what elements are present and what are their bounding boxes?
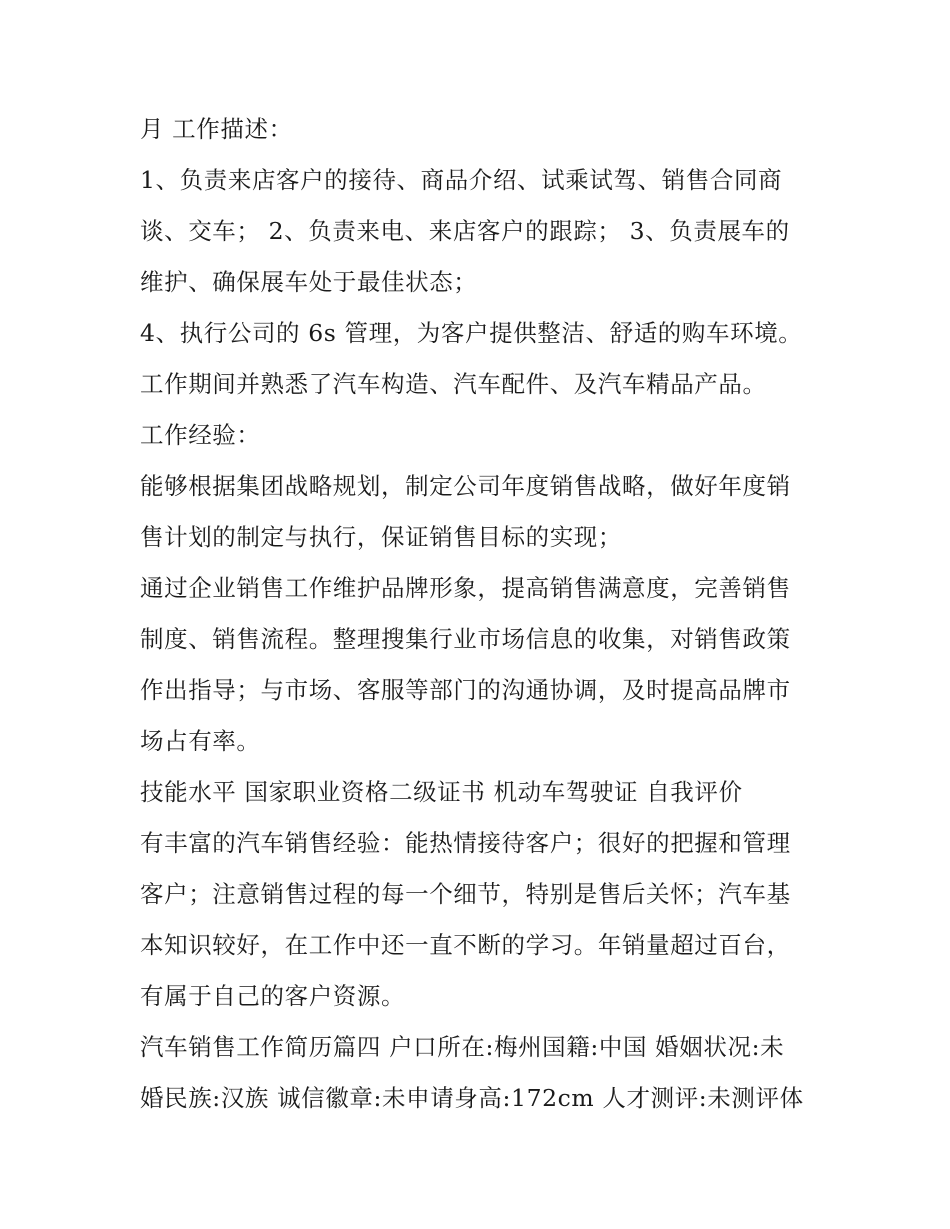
text-line: 有丰富的汽车销售经验：能热情接待客户；很好的把握和管理 — [140, 829, 791, 857]
text-line: 制度、销售流程。整理搜集行业市场信息的收集，对销售政策 — [140, 625, 791, 653]
text-line: 技能水平 国家职业资格二级证书 机动车驾驶证 自我评价 — [140, 778, 743, 806]
text-line: 客户；注意销售过程的每一个细节，特别是售后关怀；汽车基 — [140, 880, 791, 908]
text-line: 婚民族:汉族 诚信徽章:未申请身高:172cm 人才测评:未测评体 — [140, 1084, 804, 1112]
section-heading: 工作经验： — [140, 421, 261, 449]
text-line: 作出指导；与市场、客服等部门的沟通协调，及时提高品牌市 — [140, 676, 791, 704]
text-line: 汽车销售工作简历篇四 户口所在:梅州国籍:中国 婚姻状况:未 — [140, 1033, 785, 1061]
text-line: 场占有率。 — [140, 727, 261, 755]
text-line: 谈、交车； 2、负责来电、来店客户的跟踪； 3、负责展车的 — [140, 217, 790, 245]
text-line: 4、执行公司的 6s 管理，为客户提供整洁、舒适的购车环境。 — [140, 319, 803, 347]
text-line: 能够根据集团战略规划，制定公司年度销售战略，做好年度销 — [140, 472, 791, 500]
text-line: 工作期间并熟悉了汽车构造、汽车配件、及汽车精品产品。 — [140, 370, 767, 398]
text-line: 售计划的制定与执行，保证销售目标的实现； — [140, 523, 622, 551]
text-line: 月 工作描述： — [140, 115, 293, 143]
text-line: 通过企业销售工作维护品牌形象，提高销售满意度，完善销售 — [140, 574, 791, 602]
text-line: 维护、确保展车处于最佳状态； — [140, 268, 478, 296]
text-line: 有属于自己的客户资源。 — [140, 982, 406, 1010]
document-body — [140, 104, 820, 1124]
text-line: 本知识较好，在工作中还一直不断的学习。年销量超过百台， — [140, 931, 791, 959]
text-line: 1、负责来店客户的接待、商品介绍、试乘试驾、销售合同商 — [140, 166, 783, 194]
